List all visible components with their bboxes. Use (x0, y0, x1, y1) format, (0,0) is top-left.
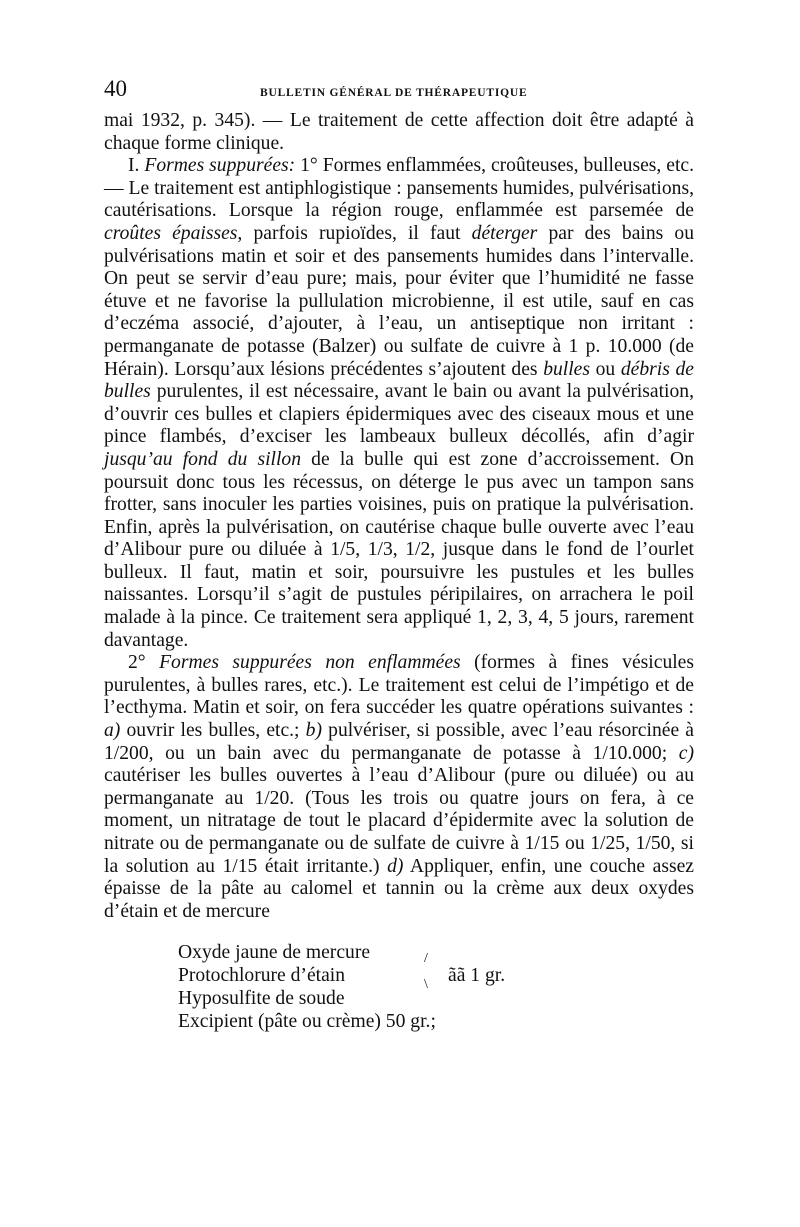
list-marker: a) (104, 720, 121, 742)
list-marker: c) (678, 742, 694, 764)
formula-line: Excipient (pâte ou crème) 50 gr.; (178, 1011, 436, 1033)
text-run: de la bulle qui est zone d’accroissement. On poursuit donc tous les récessus, on déterge le pus avec un tampon sans frotter, sans inoculer les parties voisines, puis on pratique la pulvérisation. Enfin, après la pulvérisation, on cautérise chaque bulle ouverte avec l’eau d’Alibour pure ou diluée à 1/5, 1/3, 1/2, jusque dans le fond de l’ourlet bulleux. Il faut, matin et soir, poursuivre les pustules et les bulles naissantes. Lorsqu’il s’agit de pustules péripilaires, on arrachera le poil malade à la pince. Ce traitement sera appliqué 1, 2, 3, 4, 5 jours, rarement davantage. (104, 448, 694, 651)
list-marker: b) (305, 720, 322, 742)
brace-mark: \ (424, 977, 428, 993)
section-heading: Formes suppurées non enflammées (159, 652, 461, 674)
page-header (104, 76, 694, 110)
emphasis: débris de bulles (104, 358, 694, 403)
text-run: ou (590, 358, 621, 380)
formula-line: Oxyde jaune de mercure (178, 942, 371, 964)
text-run: ouvrir les bulles, etc.; (120, 720, 306, 742)
page-number: 40 (104, 76, 127, 101)
list-marker: d) (387, 855, 404, 877)
emphasis: croûtes épaisses, (104, 222, 243, 244)
dose-label: ãã 1 gr. (448, 965, 506, 987)
text-run: 1° Formes enflammées, croûteuses, bulleuses, etc. — Le traitement est antiphlogistique : pansements humides, pulvérisations, cautérisations. Lorsque la région rouge, enflammée est parsemée de (104, 155, 694, 222)
section-number: 2° (128, 652, 160, 674)
emphasis: déterger (471, 222, 538, 244)
prescription-formula (104, 941, 694, 1041)
paragraph-intro: mai 1932, p. 345). — Le traitement de cette affection doit être adapté à chaque forme clinique. (104, 110, 694, 154)
text-run: pulvériser, si possible, avec l’eau résorcinée à 1/200, ou un bain avec du permanganate de potasse à 1/10.000; (104, 720, 694, 764)
section-heading: Formes suppurées: (144, 155, 296, 177)
formula-line: Protochlorure d’étain (178, 965, 346, 987)
running-title: BULLETIN GÉNÉRAL DE THÉRAPEUTIQUE (260, 87, 528, 99)
text-run: parfois rupioïdes, il faut (242, 222, 472, 244)
text-run: par des bains ou pulvérisations matin et soir et des pansements humides dans l’intervalle. On peut se servir d’eau pure; mais, pour éviter que l’humidité ne fasse étuve et ne favorise la pullulation microbienne, il est utile, sauf en cas d’eczéma associé, d’ajouter, à l’eau, un antiseptique non irritant : permanganate de potasse (Balzer) ou sulfate de cuivre à 1 p. 10.000 (de Hérain). Lorsqu’aux lésions précédentes s’ajoutent des (104, 222, 695, 380)
emphasis: jusqu’au fond du sillon (104, 448, 302, 470)
text-run: Appliquer, enfin, une couche assez épaisse de la pâte au calomel et tannin ou la crème aux deux oxydes d’étain et de mercure (104, 855, 694, 922)
text-run: (formes à fines vésicules purulentes, à bulles rares, etc.). Le traitement est celui de l’impétigo et de l’ecthyma. Matin et soir, on fera succéder les quatre opérations suivantes : (104, 652, 695, 719)
brace-mark: / (424, 951, 428, 967)
text-run: cautériser les bulles ouvertes à l’eau d’Alibour (pure ou diluée) ou au permanganate au 1/20. (Tous les trois ou quatre jours on fera, à ce moment, un nitratage de tout le placard d’épidermite avec la solution de nitrate ou de permanganate ou de sulfate de cuivre à 1/15 ou 1/25, 1/50, si la solution au 1/15 était irritante.) (104, 765, 694, 877)
paragraph-formes-enflammees (104, 155, 694, 652)
paragraph-formes-non-enflammees (104, 652, 694, 923)
page (104, 76, 694, 1041)
section-number: I. (128, 155, 145, 177)
body-text (104, 110, 694, 923)
emphasis: bulles (543, 358, 590, 380)
text-run: purulentes, il est nécessaire, avant le bain ou avant la pulvérisation, d’ouvrir ces bulles et clapiers épidermiques avec des ciseaux mous et une pince flambés, d’exciser les lambeaux bulleux décollés, afin d’agir (104, 381, 694, 448)
formula-line: Hyposulfite de soude (178, 988, 345, 1010)
